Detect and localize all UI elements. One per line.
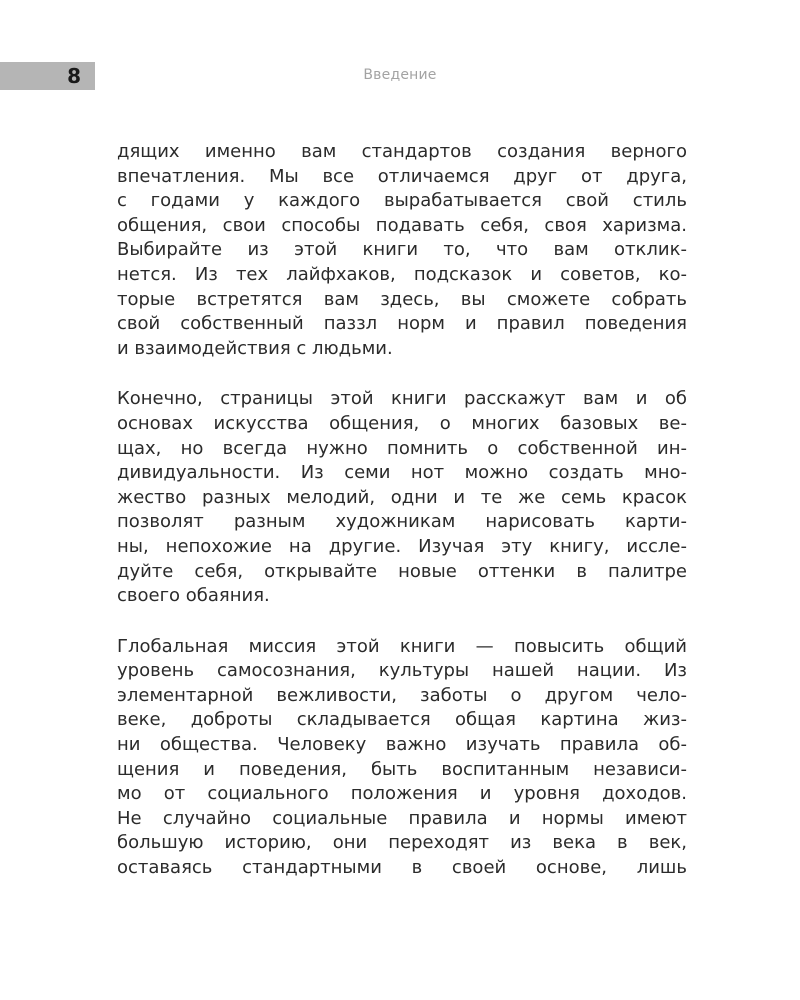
paragraph-3 — [117, 635, 687, 881]
page-number: 8 — [67, 64, 81, 88]
text-line: щения и поведения, быть воспитанным независи- — [117, 758, 687, 780]
text-line: мо от социального положения и уровня доходов. — [117, 783, 687, 805]
text-line: общения, свои способы подавать себя, своя харизма. — [117, 214, 687, 236]
text-line: Конечно, страницы этой книги расскажут вам и об — [117, 388, 687, 410]
text-line: своего обаяния. — [117, 585, 270, 607]
body-text — [117, 140, 687, 907]
text-line: веке, доброты складывается общая картина жиз- — [117, 709, 687, 731]
text-line: дивидуальности. Из семи нот можно создать мно- — [117, 462, 687, 484]
text-line: нется. Из тех лайфхаков, подсказок и советов, ко- — [117, 263, 687, 285]
text-line: дуйте себя, открывайте новые оттенки в палитре — [117, 560, 687, 582]
text-line: впечатления. Мы все отличаемся друг от друга, — [117, 165, 687, 187]
text-line: ны, непохожие на другие. Изучая эту книгу, иссле- — [117, 535, 687, 557]
page-header — [0, 0, 800, 100]
text-line: с годами у каждого вырабатывается свой стиль — [117, 190, 687, 212]
text-line: щах, но всегда нужно помнить о собственной ин- — [117, 437, 687, 459]
text-line: позволят разным художникам нарисовать карти- — [117, 511, 687, 533]
text-line: Глобальная миссия этой книги — повысить общий — [117, 635, 687, 657]
text-line: основах искусства общения, о многих базовых ве- — [117, 412, 687, 434]
text-line: торые встретятся вам здесь, вы сможете собрать — [117, 288, 687, 310]
text-line: дящих именно вам стандартов создания верного — [117, 141, 687, 162]
text-line: свой собственный паззл норм и правил поведения — [117, 313, 687, 335]
text-line: Выбирайте из этой книги то, что вам отклик- — [117, 239, 687, 261]
text-line: элементарной вежливости, заботы о другом чело- — [117, 684, 687, 706]
text-line: оставаясь стандартными в своей основе, лишь — [117, 857, 687, 879]
text-line: Не случайно социальные правила и нормы имеют — [117, 807, 687, 829]
text-line: уровень самосознания, культуры нашей нации. Из — [117, 660, 687, 682]
text-line: ни общества. Человеку важно изучать правила об- — [117, 734, 687, 756]
text-line: большую историю, они переходят из века в век, — [117, 832, 687, 854]
text-line: и взаимодействия с людьми. — [117, 337, 393, 359]
running-title: Введение — [363, 67, 437, 83]
paragraph-2 — [117, 387, 687, 608]
paragraph-1 — [117, 140, 687, 361]
text-line: жество разных мелодий, одни и те же семь красок — [117, 486, 687, 508]
